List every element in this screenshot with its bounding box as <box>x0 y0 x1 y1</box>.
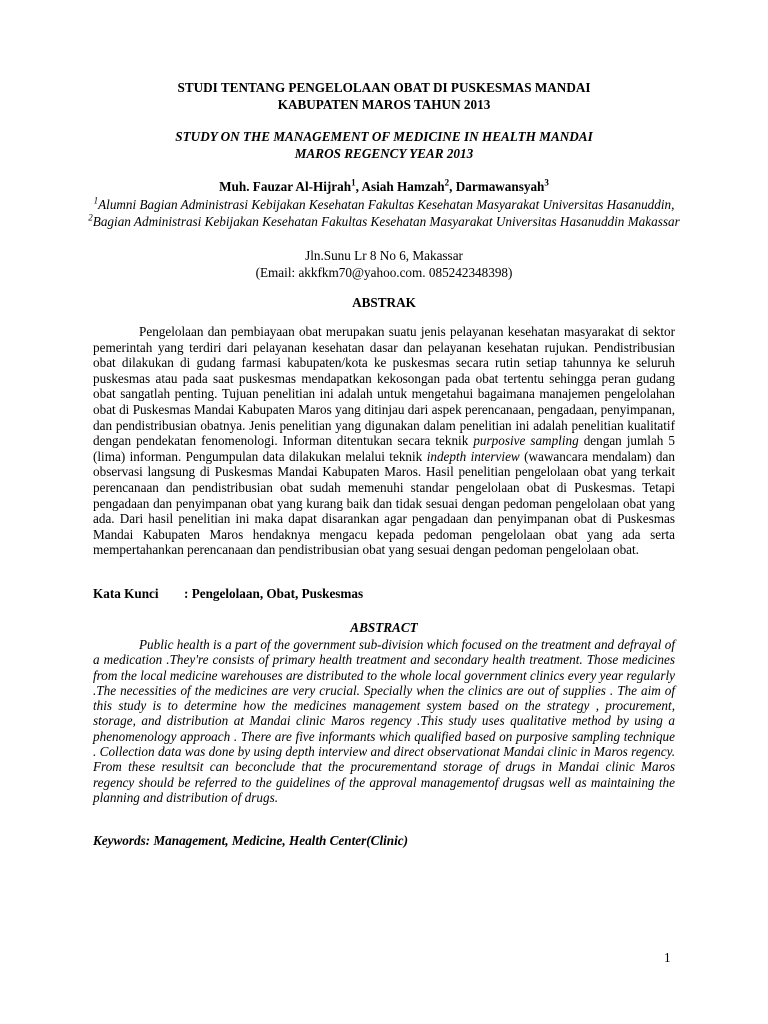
abstrak-text: Pengelolaan dan pembiayaan obat merupakan suatu jenis pelayanan kesehatan masyarakat di sektor pemerintah yang terdiri dari pelayanan kesehatan dasar dan pelayanan kesehatan rujukan. Pendistribusian obat dilakukan di gudang farmasi kabupaten/kota ke puskesmas secara rutin setiap tahunnya ke seluruh puskesmas atau pada saat puskesmas mendapatkan kekosongan pada obat tertentu sehingga peran gudang obat sangatlah penting. Tujuan penelitian ini adalah untuk mengetahui bagaimana manajemen pengelolahan obat di Puskesmas Mandai Kabupaten Maros yang ditinjau dari aspek perencanaan, pengadaan, penyimpanan, dan pendistribusian obatnya. Jenis penelitian yang digunakan dalam penelitian ini adalah penelitian kualitatif dengan pendekatan fenomenologi. Informan ditentukan secara teknik <box>93 324 675 449</box>
abstrak-text: (wawancara mendalam) dan observasi langsung di Puskesmas Mandai Kabupaten Maros. Hasil penelitian pengelolaan obat yang terkait perencanaan dan pendistribusian obat sudah memenuhi standar pengelolaan obat di Puskesmas. Tetapi pengadaan dan penyimpanan obat yang kurang baik dan tidak sesuai dengan pedoman pengelolaan obat yang ada. Dari hasil penelitian ini maka dapat disarankan agar pengadaan dan penyimpanan obat di Puskesmas Mandai Kabupaten Maros hendaknya mengacu kepada pedoman pengelolaan obat yang ada serta mempertahankan perencanaan dan pendistribusian obat yang sesuai dengan pedoman pengelolaan obat. <box>93 448 675 558</box>
email-line: (Email: akkfkm70@yahoo.com. 085242348398) <box>255 265 513 280</box>
author-name: Darmawansyah <box>455 179 545 194</box>
address: Jln.Sunu Lr 8 No 6, Makassar <box>305 248 463 263</box>
kata-kunci-value: : Pengelolaan, Obat, Puskesmas <box>184 586 364 601</box>
title-en-line-2: MAROS REGENCY YEAR 2013 <box>294 146 474 161</box>
author-superscript: 2 <box>444 177 450 188</box>
title-en-line-1: STUDY ON THE MANAGEMENT OF MEDICINE IN HEALTH MANDAI <box>175 129 593 144</box>
affiliation-superscript: 1 <box>93 195 99 206</box>
title-english <box>0 128 768 162</box>
keywords-english: Keywords: Management, Medicine, Health Center(Clinic) <box>93 833 409 848</box>
author-separator: , <box>355 179 362 194</box>
affiliation-superscript: 2 <box>88 212 93 223</box>
author-superscript: 3 <box>544 177 549 188</box>
author-list <box>0 178 768 195</box>
title-id-line-2: KABUPATEN MAROS TAHUN 2013 <box>277 97 491 112</box>
title-indonesian <box>0 79 768 113</box>
page-number: 1 <box>664 950 671 965</box>
affiliation <box>80 196 688 230</box>
affiliation-text: Alumni Bagian Administrasi Kebijakan Kesehatan Fakultas Kesehatan Masyarakat Universitas Hasanuddin, <box>98 197 675 212</box>
kata-kunci <box>93 586 675 602</box>
abstrak-italic-term: indepth interview <box>426 448 520 464</box>
author-superscript: 1 <box>351 177 356 188</box>
title-id-line-1: STUDI TENTANG PENGELOLAAN OBAT DI PUSKESMAS MANDAI <box>177 80 591 95</box>
affiliation-text: Bagian Administrasi Kebijakan Kesehatan Fakultas Kesehatan Masyarakat Universitas Hasanuddin Makassar <box>92 214 680 229</box>
abstrak-text: dengan jumlah 5 (lima) informan. Pengumpulan data dilakukan melalui teknik <box>93 433 675 464</box>
abstract-english-body: Public health is a part of the government sub-division which focused on the treatment and defrayal of a medication .They're consists of primary health treatment and secondary health treatment. Those medicines from the local medicine warehouses are distributed to the whole local government clinics every year regularly .The necessities of the medicines are very crucial. Specially when the clinics are out of supplies . The aim of this study is to determine how the medicines management system based on the strategy , procurement, storage, and distribution at Mandai clinic Maros regency .This study uses qualitative method by using a phenomenology approach . There are five informants which qualified based on purposive sampling technique . Collection data was done by using depth interview and direct observationat Mandai clinic in Maros regency. From these resultsit can beconclude that the procurementand storage of drugs in Mandai clinic Maros regency should be referred to the guidelines of the approval managementof drugsas well as maintaining the planning and distribution of drugs. <box>93 637 675 805</box>
author-separator: , <box>449 179 456 194</box>
kata-kunci-label: Kata Kunci <box>93 586 159 601</box>
abstrak-italic-term: purposive sampling <box>473 433 579 449</box>
author-name: Asiah Hamzah <box>361 179 445 194</box>
abstrak-heading: ABSTRAK <box>352 295 416 310</box>
abstrak-body <box>93 324 675 558</box>
abstract-heading: ABSTRACT <box>350 620 418 635</box>
author-name: Muh. Fauzar Al-Hijrah <box>219 179 352 194</box>
